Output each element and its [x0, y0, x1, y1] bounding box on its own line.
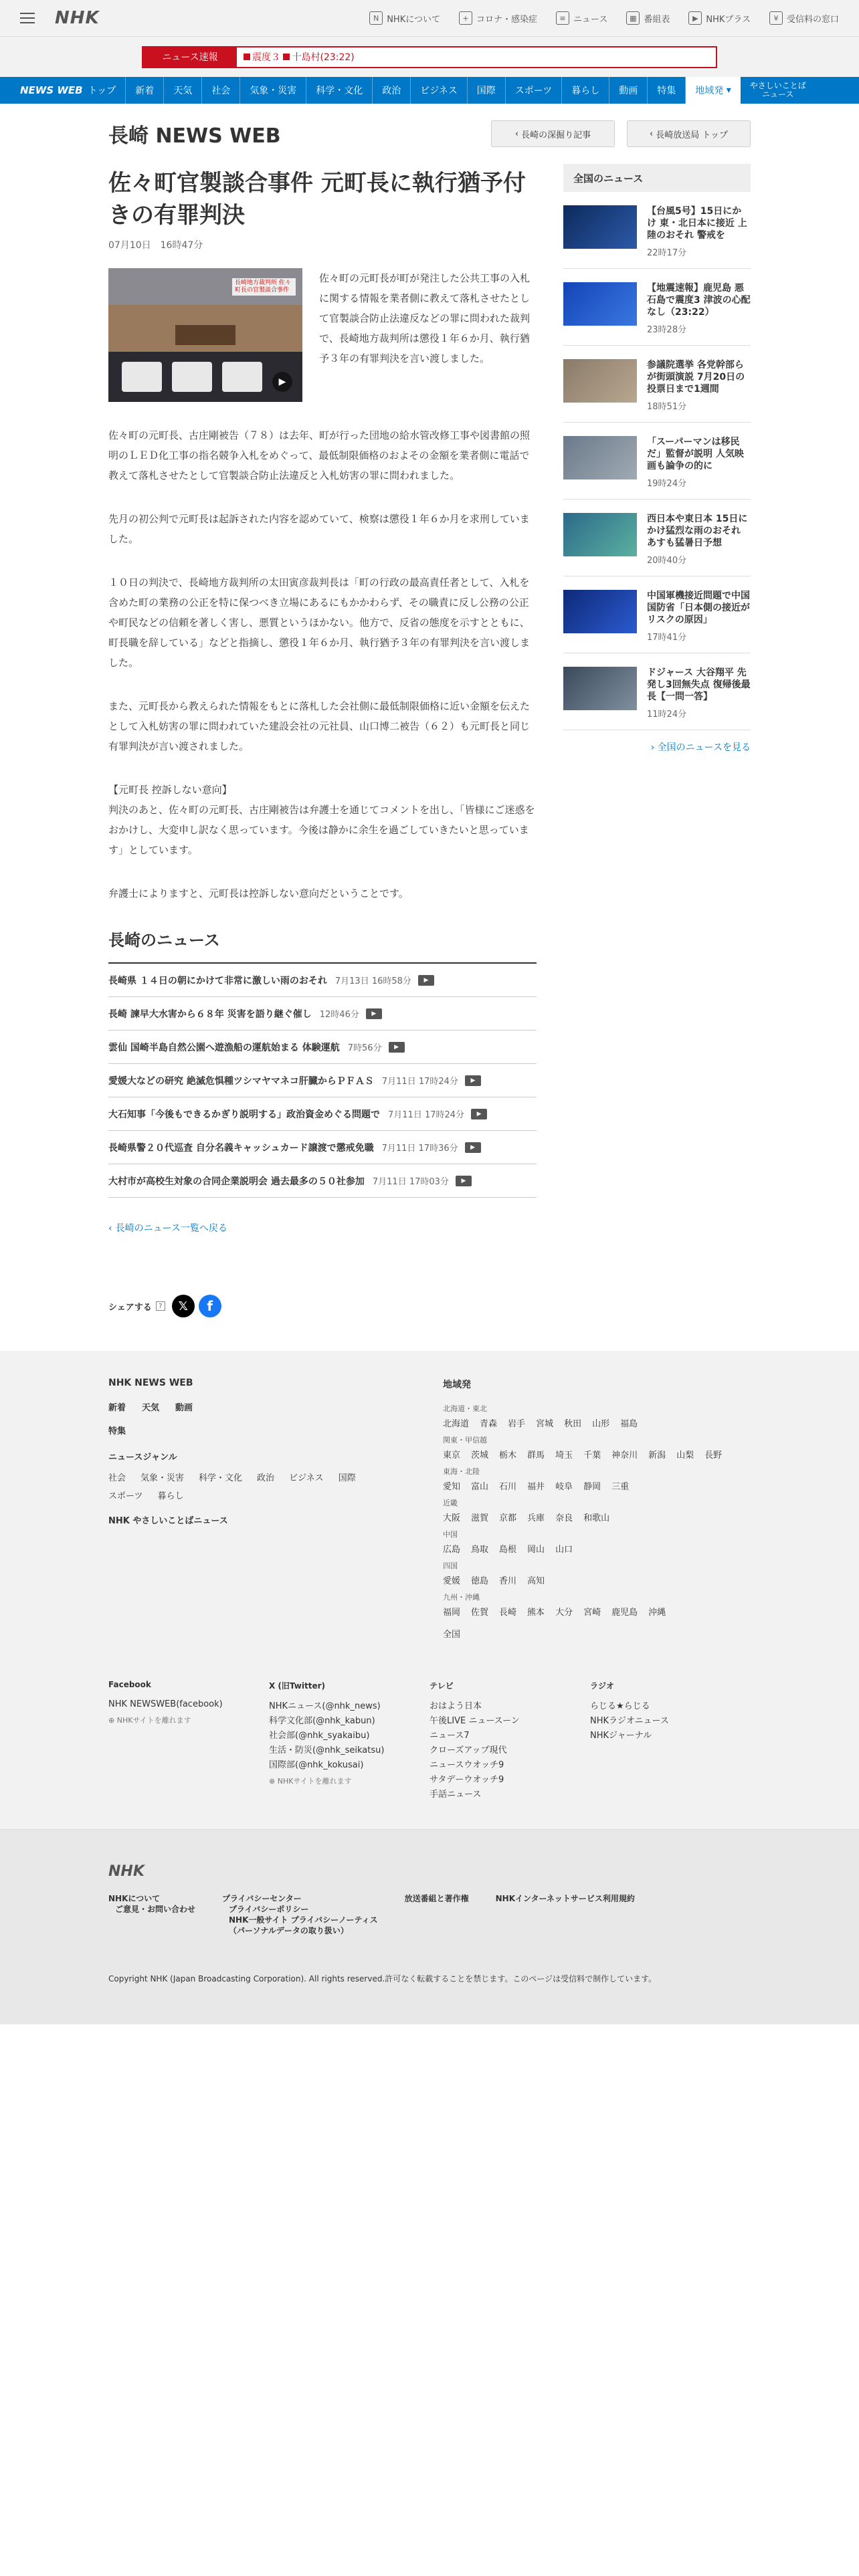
region-link[interactable]: 兵庫: [527, 1513, 545, 1523]
sidebar-news-time: 23時28分: [647, 325, 687, 335]
nav-feature[interactable]: 特集: [648, 77, 686, 104]
sidebar-news-time: 17時41分: [647, 633, 687, 643]
station-title[interactable]: 長崎 NEWS WEB: [108, 124, 281, 148]
sidebar-news-title: ドジャース 大谷翔平 先発し3回無失点 復帰後最長【一問一答】: [647, 667, 751, 702]
nav-yasashii[interactable]: [741, 82, 816, 99]
region-link[interactable]: 静岡: [583, 1482, 601, 1492]
local-news-item-time: 7時56分: [347, 1043, 382, 1053]
program-link[interactable]: NHKジャーナル: [590, 1731, 652, 1741]
video-icon: ▶: [465, 1075, 481, 1086]
footer: [0, 1351, 859, 2024]
two-column-layout: [108, 164, 751, 1317]
article-video-thumbnail[interactable]: [108, 268, 302, 402]
sidebar-news-body: [647, 590, 751, 643]
video-icon: ▶: [418, 975, 434, 986]
news-thumbnail: [563, 667, 637, 710]
sidebar-news-item[interactable]: [563, 423, 751, 500]
copyright: Copyright NHK (Japan Broadcasting Corporation). All rights reserved.許可なく転載することを禁じます。このページは受信料で制作しています。: [108, 1974, 657, 1983]
nav-disaster[interactable]: 気象・災害: [240, 77, 306, 104]
footer-regions-head: 地域発: [443, 1380, 471, 1390]
play-icon[interactable]: ▶: [272, 372, 292, 392]
footer-columns: [108, 1378, 751, 1640]
square-icon: [283, 53, 290, 60]
gnav-label: 受信料の窓口: [786, 14, 839, 25]
region-link[interactable]: 茨城: [471, 1451, 489, 1461]
nav-regional-label: 地域発: [695, 86, 724, 96]
footer-newsweb: [108, 1378, 443, 1640]
article-paragraph: 先月の初公判で元町長は起訴された内容を認めていて、検察は懲役１年６か月を求刑していました。: [108, 513, 530, 545]
footer-link[interactable]: 天気: [142, 1403, 160, 1413]
local-news-item-title: 長崎県 １４日の朝にかけて非常に激しい雨のおそれ: [108, 975, 327, 986]
social-note: [269, 1776, 430, 1786]
social-head: X (旧Twitter): [269, 1681, 325, 1691]
region-link[interactable]: 島根: [499, 1545, 517, 1555]
sidebar-news-item[interactable]: [563, 500, 751, 576]
breaking-text: [237, 47, 355, 67]
region-link[interactable]: 山口: [555, 1545, 573, 1555]
footer-bottom-link[interactable]: NHKインターネットサービス利用規約: [495, 1894, 635, 1903]
news-thumbnail: [563, 282, 637, 326]
footer-bottom-col: [496, 1893, 635, 1936]
region-label: 東海・北陸: [443, 1467, 480, 1476]
footer-genre-link[interactable]: 科学・文化: [199, 1473, 243, 1483]
facebook-share-button[interactable]: f: [199, 1295, 221, 1317]
program-link[interactable]: おはよう日本: [430, 1701, 482, 1711]
nav-politics[interactable]: 政治: [373, 77, 411, 104]
region-label: 九州・沖縄: [443, 1593, 480, 1602]
sidebar-news-body: [647, 667, 751, 720]
seat: [172, 362, 212, 392]
corona-info-icon: +: [459, 11, 472, 25]
social-head: Facebook: [108, 1680, 151, 1689]
local-news-item-time: 7月11日 17時24分: [388, 1110, 465, 1120]
nav-international[interactable]: 国際: [468, 77, 506, 104]
news-thumbnail: [563, 205, 637, 249]
nav-top[interactable]: トップ: [88, 77, 126, 104]
region-link[interactable]: 京都: [499, 1513, 517, 1523]
deep-articles-label: 長崎の深掘り記事: [521, 130, 591, 140]
footer-link[interactable]: 動画: [175, 1403, 193, 1413]
gnav-label: コロナ・感染症: [476, 14, 537, 25]
chevron-right-icon: ›: [650, 742, 658, 753]
region-link[interactable]: 奈良: [555, 1513, 573, 1523]
local-news-item-time: 7月13日 16時58分: [335, 976, 411, 986]
region-link[interactable]: 神奈川: [611, 1451, 638, 1461]
local-news-item-time: 7月11日 17時03分: [372, 1177, 449, 1187]
region-link[interactable]: 青森: [480, 1419, 498, 1429]
footer-tv: [430, 1680, 590, 1802]
region-all-link[interactable]: 全国: [443, 1630, 461, 1640]
region-link[interactable]: 三重: [611, 1482, 630, 1492]
sidebar-news-body: [647, 436, 751, 489]
article-date: 07月10日 16時47分: [108, 240, 203, 251]
sidebar-news-title: 中国軍機接近問題で中国国防省「日本側の接近がリスクの原因」: [647, 591, 750, 625]
local-news-item[interactable]: [108, 997, 537, 1031]
local-news-item[interactable]: [108, 1097, 537, 1131]
region-links: [443, 1448, 751, 1461]
local-news-item-title: 長崎 諫早大水害から６８年 災害を語り継ぐ催し: [108, 1008, 312, 1020]
region-link[interactable]: 熊本: [527, 1608, 545, 1618]
sidebar-news-title: 「スーパーマンは移民だ」監督が説明 人気映画も論争の的に: [647, 437, 744, 471]
social-note-text: NHKサイトを離れます: [116, 1716, 191, 1725]
footer-bottom-col: [222, 1893, 378, 1936]
gnav-label: NHKプラス: [706, 14, 751, 25]
sidebar-news-time: 18時51分: [647, 402, 687, 412]
nav-business[interactable]: ビジネス: [411, 77, 468, 104]
sidebar-news-time: 22時17分: [647, 248, 687, 258]
breaking-label: ニュース速報: [143, 47, 237, 67]
region-link[interactable]: 千葉: [583, 1451, 601, 1461]
footer-bottom: [0, 1829, 859, 2024]
sidebar-news-time: 20時40分: [647, 556, 687, 566]
region-link[interactable]: 岩手: [508, 1419, 526, 1429]
footer-head[interactable]: NHK NEWS WEB: [108, 1378, 193, 1388]
region-link[interactable]: 群馬: [527, 1451, 545, 1461]
region-link[interactable]: 香川: [499, 1576, 517, 1586]
sidebar-news-body: [647, 282, 751, 335]
region-label: 北海道・東北: [443, 1404, 487, 1413]
footer-genre-head: ニュースジャンル: [108, 1453, 177, 1463]
local-news-more-label: 長崎のニュース一覧へ戻る: [115, 1223, 227, 1234]
main-column: [108, 164, 537, 1317]
program-link[interactable]: 午後LIVE ニュースーン: [430, 1716, 520, 1726]
local-news-item[interactable]: [108, 964, 537, 997]
sidebar-news-time: 11時24分: [647, 710, 687, 720]
region-link[interactable]: 北海道: [443, 1419, 470, 1429]
sidebar-news-item[interactable]: [563, 269, 751, 346]
region-link[interactable]: 秋田: [564, 1419, 582, 1429]
program-link[interactable]: 手話ニュース: [430, 1790, 482, 1800]
local-news-item[interactable]: [108, 1164, 537, 1198]
breaking-intensity: 震度３: [252, 52, 280, 63]
square-icon: [244, 53, 250, 60]
sidebar-news-time: 19時24分: [647, 479, 687, 489]
nav-sports[interactable]: スポーツ: [506, 77, 562, 104]
nav-science[interactable]: 科学・文化: [306, 77, 373, 104]
social-head: ラジオ: [590, 1681, 615, 1691]
program-link[interactable]: クローズアップ現代: [430, 1745, 507, 1755]
news-thumbnail: [563, 359, 637, 403]
news-navbar: [0, 77, 859, 104]
nhk-plus-icon: ▶: [688, 11, 702, 25]
gnav-corona[interactable]: [459, 11, 537, 25]
region-link[interactable]: 岐阜: [555, 1482, 573, 1492]
region-link[interactable]: 富山: [471, 1482, 489, 1492]
region-link[interactable]: 高知: [527, 1576, 545, 1586]
news-icon: ≡: [556, 11, 569, 25]
video-icon: ▶: [471, 1109, 487, 1119]
local-news-item-title: 大村市が高校生対象の合同企業説明会 過去最多の５０社参加: [108, 1176, 365, 1187]
local-news-item[interactable]: [108, 1031, 537, 1064]
social-link[interactable]: 社会部(@nhk_syakaibu): [269, 1731, 370, 1741]
gnav-fee[interactable]: [769, 11, 839, 25]
region-link[interactable]: 石川: [499, 1482, 517, 1492]
local-news-item-time: 12時46分: [319, 1010, 359, 1020]
region-link[interactable]: 福井: [527, 1482, 545, 1492]
footer-genre-link[interactable]: ビジネス: [289, 1473, 324, 1483]
nav-life[interactable]: 暮らし: [562, 77, 609, 104]
region-link[interactable]: 大分: [555, 1608, 573, 1618]
social-link[interactable]: 科学文化部(@nhk_kabun): [269, 1716, 375, 1726]
footer-link[interactable]: 特集: [108, 1426, 126, 1436]
news-thumbnail: [563, 513, 637, 556]
footer-genres: [108, 1471, 403, 1501]
yasashii-line2: ニュース: [762, 90, 794, 99]
external-link-icon: ⊕: [108, 1716, 117, 1725]
social-head: テレビ: [430, 1681, 454, 1691]
news-thumbnail: [563, 590, 637, 633]
sidebar-news-body: [647, 359, 751, 412]
gnav-label: NHKについて: [387, 14, 440, 25]
image-caption: 長崎地方裁判所 佐々町長の官製談合事件: [232, 278, 296, 296]
region-links: [443, 1511, 751, 1523]
seat: [122, 362, 162, 392]
region-link[interactable]: 佐賀: [471, 1608, 489, 1618]
region-link[interactable]: 福岡: [443, 1608, 461, 1618]
seat: [222, 362, 262, 392]
tv-guide-icon: ▦: [626, 11, 640, 25]
footer-bottom-link[interactable]: プライバシーセンター: [222, 1894, 302, 1903]
content-container: [108, 104, 751, 1317]
footer-link[interactable]: 新着: [108, 1403, 126, 1413]
region-links: [443, 1542, 751, 1555]
region-link[interactable]: 長崎: [499, 1608, 517, 1618]
footer-facebook: [108, 1680, 269, 1802]
region-link[interactable]: 沖縄: [648, 1608, 666, 1618]
breaking-place: 十島村(23:22): [292, 52, 355, 63]
social-link[interactable]: 生活・防災(@nhk_seikatsu): [269, 1745, 385, 1755]
footer-genre-link[interactable]: 政治: [257, 1473, 275, 1483]
nav-new[interactable]: 新着: [126, 77, 164, 104]
chevron-left-icon: ‹: [649, 128, 656, 139]
help-icon[interactable]: ?: [156, 1301, 165, 1311]
newsweb-logo[interactable]: NEWS WEB: [20, 84, 83, 96]
footer-genre-link[interactable]: 暮らし: [157, 1491, 184, 1501]
region-links: [443, 1416, 751, 1429]
region-label: 近畿: [443, 1499, 458, 1507]
article-paragraph: また、元町長から教えられた情報をもとに落札した会社側に最低制限価格に近い金額を伝えたとして入札妨害の罪に問われていた建設会社の元社員、山口博二被告（６２）も元町長と同じ有罪判決が言い渡されました。: [108, 700, 531, 752]
region-label: 四国: [443, 1562, 458, 1570]
sidebar-news-title: 【台風5号】15日にかけ 東・北日本に接近 上陸のおそれ 警戒を: [647, 206, 747, 241]
footer-bottom-links: [108, 1893, 751, 1936]
article-lead: [108, 268, 537, 402]
region-link[interactable]: 宮崎: [583, 1608, 601, 1618]
region-link[interactable]: 山梨: [676, 1451, 694, 1461]
sidebar-news-item[interactable]: [563, 346, 751, 423]
footer-bottom-link[interactable]: ご意見・お問い合わせ: [115, 1905, 196, 1914]
news-thumbnail: [563, 436, 637, 479]
gnav-label: 番組表: [644, 14, 670, 25]
nav-society[interactable]: 社会: [202, 77, 240, 104]
local-news-item-time: 7月11日 17時36分: [381, 1144, 458, 1154]
chevron-down-icon: ▾: [723, 85, 731, 96]
yasashii-line1: やさしいことば: [749, 81, 806, 90]
nhk-logo[interactable]: NHK: [55, 8, 100, 28]
region-link[interactable]: 愛媛: [443, 1576, 461, 1586]
global-nav: [369, 11, 839, 25]
article-paragraph: 佐々町の元町長、古庄剛被告（７８）は去年、町が行った団地の給水管改修工事や図書館の照明のＬＥＤ化工事の指名競争入札をめぐって、最低制限価格のおよその金額を業者側に電話で教えて落札させたとして官製談合防止法違反と入札妨害の罪に問われました。: [108, 429, 531, 481]
footer-bottom-inner: [108, 1863, 751, 1984]
article-lead-text: 佐々町の元町長が町が発注した公共工事の入札に関する情報を業者側に教えて落札させたとして官製談合防止法違反などの罪に問われた裁判で、長崎地方裁判所は懲役１年６か月、執行猶予３年の有罪判決を言い渡しました。: [319, 272, 531, 364]
footer-links: [108, 1424, 443, 1436]
sidebar-news-body: [647, 513, 751, 566]
region-link[interactable]: 岡山: [527, 1545, 545, 1555]
station-buttons: [491, 120, 751, 147]
region-link[interactable]: 鳥取: [471, 1545, 489, 1555]
article-body: [108, 425, 537, 903]
social-note-text: NHKサイトを離れます: [277, 1777, 352, 1786]
social-link[interactable]: NHK NEWSWEB(facebook): [108, 1699, 223, 1709]
social-note: [108, 1715, 269, 1725]
region-links: [443, 1574, 751, 1586]
footer-genre-link[interactable]: スポーツ: [108, 1491, 143, 1501]
footer-genre-link[interactable]: 社会: [108, 1473, 126, 1483]
footer-links: [108, 1400, 443, 1413]
share-label: シェアする: [108, 1302, 152, 1313]
local-news-item-time: 7月11日 17時24分: [381, 1077, 458, 1087]
footer-nhk-logo[interactable]: NHK: [108, 1863, 145, 1880]
region-label: 中国: [443, 1530, 458, 1539]
region-link[interactable]: 福島: [620, 1419, 638, 1429]
local-news-item[interactable]: [108, 1064, 537, 1097]
sidebar-news-item[interactable]: [563, 653, 751, 730]
footer-radio: [590, 1680, 751, 1802]
station-top-label: 長崎放送局 トップ: [656, 130, 729, 140]
reception-fee-icon: ¥: [769, 11, 783, 25]
sidebar-news-title: 参議院選挙 各党幹部らが街頭演説 7月20日の投票日まで1週間: [647, 360, 745, 395]
gnav-tvguide[interactable]: [626, 11, 670, 25]
local-news-title: 長崎のニュース: [108, 927, 537, 964]
footer-bottom-col: [405, 1893, 469, 1936]
nhk-about-icon: N: [369, 11, 383, 25]
nav-video[interactable]: 動画: [609, 77, 648, 104]
program-link[interactable]: NHKラジオニュース: [590, 1716, 669, 1726]
region-link[interactable]: 東京: [443, 1451, 461, 1461]
footer-bottom-col: [108, 1893, 195, 1936]
region-link[interactable]: 新潟: [648, 1451, 666, 1461]
footer-bottom-link[interactable]: NHKについて: [108, 1894, 161, 1903]
region-link[interactable]: 大阪: [443, 1513, 461, 1523]
local-news-item[interactable]: [108, 1131, 537, 1164]
national-news-more-link[interactable]: [563, 740, 751, 754]
article-paragraph: 弁護士によりますと、元町長は控訴しない意向だということです。: [108, 887, 409, 899]
footer-inner: [108, 1378, 751, 1829]
local-news-item-title: 雲仙 国崎半島自然公園へ遊漁船の運航始まる 体験運航: [108, 1042, 340, 1053]
external-link-icon: ⊕: [269, 1777, 278, 1786]
footer-bottom-link[interactable]: （パーソナルデータの取り扱い）: [229, 1926, 349, 1935]
social-link[interactable]: NHKニュース(@nhk_news): [269, 1701, 381, 1711]
program-link[interactable]: サタデーウオッチ9: [430, 1775, 504, 1785]
sidebar-news-body: [647, 205, 751, 258]
footer-bottom-link[interactable]: NHK一般サイト プライバシーノーティス: [229, 1915, 378, 1925]
footer-x: [269, 1680, 430, 1802]
article-paragraph: 【元町長 控訴しない意向】 判決のあと、佐々町の元町長、古庄剛被告は弁護士を通じてコメントを出し、「皆様にご迷惑をおかけし、大変申し訳なく思っています。今後は静かに余生を過ごしていきたいと思っています」としています。: [108, 784, 535, 856]
menu-icon[interactable]: [20, 13, 35, 23]
gnav-label: ニュース: [573, 14, 608, 25]
footer-social: [108, 1680, 751, 1829]
region-link[interactable]: 山形: [592, 1419, 610, 1429]
region-label: 関東・甲信越: [443, 1436, 487, 1444]
x-share-button[interactable]: 𝕏: [172, 1295, 195, 1317]
sidebar-news-item[interactable]: [563, 576, 751, 653]
sidebar-news-item[interactable]: [563, 192, 751, 269]
video-icon: ▶: [465, 1142, 481, 1153]
region-link[interactable]: 栃木: [499, 1451, 517, 1461]
national-news-more-label: 全国のニュースを見る: [657, 742, 751, 753]
video-icon: ▶: [389, 1042, 405, 1053]
region-link[interactable]: 和歌山: [583, 1513, 610, 1523]
judges-bench: [175, 325, 235, 345]
footer-regions: [443, 1378, 751, 1640]
footer-genre-link[interactable]: 国際: [338, 1473, 356, 1483]
article-title: 佐々町官製談合事件 元町長に執行猶予付きの有罪判決: [108, 170, 526, 229]
breaking-news-bar: [0, 37, 859, 77]
sidebar: [563, 164, 751, 1317]
nav-weather[interactable]: 天気: [164, 77, 202, 104]
program-link[interactable]: ニュースウオッチ9: [430, 1760, 504, 1770]
video-icon: ▶: [456, 1176, 472, 1186]
nav-regional[interactable]: [686, 77, 740, 104]
footer-bottom-link[interactable]: 放送番組と著作権: [404, 1894, 469, 1903]
gnav-about[interactable]: [369, 11, 440, 25]
region-link[interactable]: 広島: [443, 1545, 461, 1555]
program-link[interactable]: ニュース7: [430, 1731, 470, 1741]
sidebar-news-title: 西日本や東日本 15日にかけ猛烈な雨のおそれ あすも猛暑日予想: [647, 514, 748, 548]
region-links: [443, 1605, 751, 1618]
program-link[interactable]: らじる★らじる: [590, 1701, 650, 1711]
share-bar: [108, 1295, 537, 1317]
sidebar-title: 全国のニュース: [563, 164, 751, 192]
region-link[interactable]: 滋賀: [471, 1513, 489, 1523]
region-links: [443, 1479, 751, 1492]
social-link[interactable]: 国際部(@nhk_kokusai): [269, 1760, 364, 1770]
deep-articles-button[interactable]: [491, 120, 615, 147]
local-news-more-link[interactable]: [108, 1221, 537, 1235]
local-news-item-title: 長崎県警２０代巡査 自分名義キャッシュカード譲渡で懲戒免職: [108, 1142, 374, 1154]
global-header: [0, 0, 859, 37]
region-link[interactable]: 鹿児島: [611, 1608, 638, 1618]
local-news-list: [108, 964, 537, 1198]
chevron-left-icon: ‹: [514, 128, 522, 139]
region-link[interactable]: 宮城: [536, 1419, 554, 1429]
station-top-button[interactable]: [627, 120, 751, 147]
region-link[interactable]: 埼玉: [555, 1451, 573, 1461]
article-paragraph: １０日の判決で、長崎地方裁判所の太田寅彦裁判長は「町の行政の最高責任者として、入札を含めた町の業務の公正を特に保つべき立場にあるにもかかわらず、その職責に反し公務の公正や町民などの信頼を著しく害し、悪質というほかない。他方で、反省の態度を示すとともに、町長職を辞している」などと指摘し、懲役１年６か月、執行猶予３年の有罪判決を言い渡しました。: [108, 576, 531, 669]
region-link[interactable]: 長野: [704, 1451, 723, 1461]
local-news-item-title: 愛媛大などの研究 絶滅危惧種ツシマヤマネコ肝臓からＰＦＡＳ: [108, 1075, 374, 1087]
video-icon: ▶: [366, 1008, 382, 1019]
footer-yasashii-link[interactable]: NHK やさしいことばニュース: [108, 1516, 228, 1526]
footer-bottom-link[interactable]: プライバシーポリシー: [229, 1905, 309, 1914]
region-link[interactable]: 愛知: [443, 1482, 461, 1492]
chevron-left-icon: ‹: [108, 1223, 112, 1234]
footer-genre-link[interactable]: 気象・災害: [140, 1473, 185, 1483]
region-link[interactable]: 徳島: [471, 1576, 489, 1586]
station-header: [108, 104, 751, 164]
gnav-plus[interactable]: [688, 11, 751, 25]
local-news-item-title: 大石知事「今後もできるかぎり説明する」政治資金めぐる問題で: [108, 1109, 380, 1120]
breaking-news[interactable]: [142, 46, 717, 68]
sidebar-news-title: 【地震速報】鹿児島 悪石島で震度3 津波の心配なし（23:22）: [647, 283, 751, 318]
gnav-news[interactable]: [556, 11, 607, 25]
